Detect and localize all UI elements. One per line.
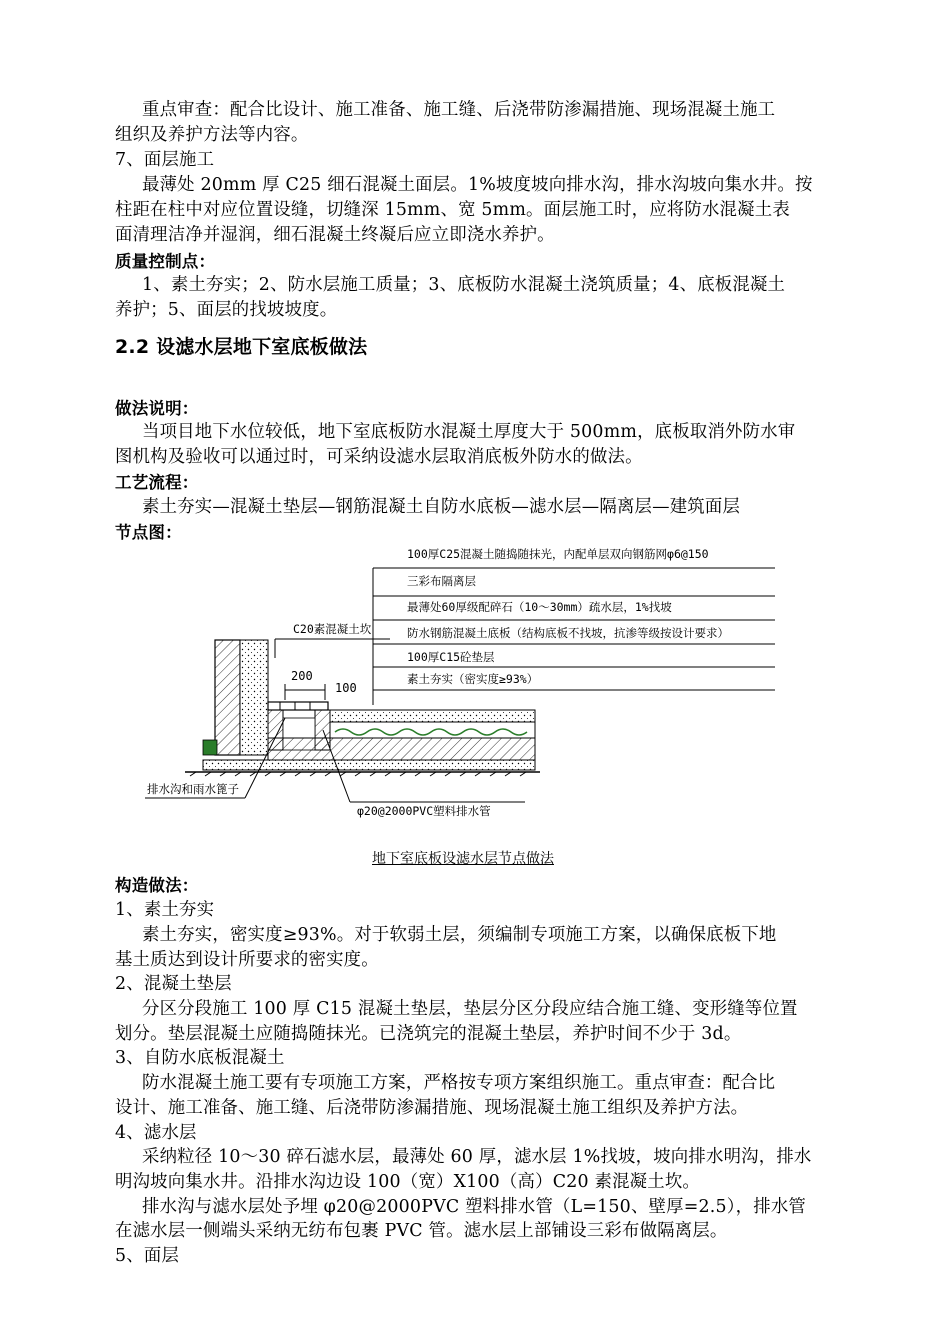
paragraph-line: 当项目地下水位较低，地下室底板防水混凝土厚度大于 500mm，底板取消外防水审: [142, 422, 796, 442]
layer-label: 素土夯实（密实度≥93%）: [407, 672, 539, 686]
paragraph-line: 柱距在柱中对应位置设缝，切缝深 15mm、宽 5mm。面层施工时，应将防水混凝土表: [115, 200, 790, 220]
list-heading: 7、面层施工: [115, 150, 215, 170]
layer-label: 100厚C25混凝土随捣随抹光，内配单层双向钢筋网φ6@150: [407, 547, 709, 561]
step-title: 5、面层: [115, 1246, 180, 1266]
process-text: 素土夯实—混凝土垫层—钢筋混凝土自防水底板—滤水层—隔离层—建筑面层: [142, 497, 741, 517]
layer-label: 100厚C15砼垫层: [407, 650, 495, 664]
step-title: 3、自防水底板混凝土: [115, 1048, 285, 1068]
retaining-wall: [203, 640, 268, 755]
paragraph-line: 重点审查：配合比设计、施工准备、施工缝、后浇带防渗漏措施、现场混凝土施工: [142, 100, 776, 120]
paragraph-line: 划分。垫层混凝土应随捣随抹光。已浇筑完的混凝土垫层，养护时间不少于 3d。: [115, 1024, 742, 1044]
dimension-200: 200: [291, 669, 313, 683]
method-label: 做法说明：: [115, 399, 199, 418]
paragraph-line: 采纳粒径 10～30 碎石滤水层，最薄处 60 厚，滤水层 1%找坡，坡向排水明沟，排水: [142, 1147, 812, 1167]
paragraph-line: 在滤水层一侧端头采纳无纺布包裹 PVC 管。滤水层上部铺设三彩布做隔离层。: [115, 1221, 728, 1241]
paragraph-line: 明沟坡向集水井。沿排水沟边设 100（宽）X100（高）C20 素混凝土坎。: [115, 1172, 701, 1192]
c20-curb-label: C20素混凝土坎: [293, 622, 372, 636]
dimension-100: 100: [335, 681, 357, 695]
paragraph-line: 养护；5、面层的找坡坡度。: [115, 300, 338, 320]
paragraph-line: 排水沟与滤水层处予埋 φ20@2000PVC 塑料排水管（L=150、壁厚=2.5），排水管: [142, 1197, 806, 1217]
process-label: 工艺流程：: [115, 473, 199, 492]
paragraph-line: 图机构及验收可以通过时，可采纳设滤水层取消底板外防水的做法。: [115, 447, 643, 467]
section-heading: 2.2 设滤水层地下室底板做法: [115, 336, 368, 358]
paragraph-line: 分区分段施工 100 厚 C15 混凝土垫层，垫层分区分段应结合施工缝、变形缝等位置: [142, 999, 798, 1019]
node-label: 节点图：: [115, 523, 182, 542]
figure-caption: 地下室底板设滤水层节点做法: [372, 851, 554, 867]
layer-label: 最薄处60厚级配碎石（10～30mm）疏水层，1%找坡: [407, 600, 672, 614]
layer-label: 三彩布隔离层: [407, 574, 476, 588]
step-title: 2、混凝土垫层: [115, 974, 232, 994]
paragraph-line: 面清理洁净并湿润，细石混凝土终凝后应立即浇水养护。: [115, 225, 555, 245]
drain-label: 排水沟和雨水篦子: [147, 782, 239, 796]
paragraph-line: 组织及养护方法等内容。: [115, 125, 309, 145]
pipe-label: φ20@2000PVC塑料排水管: [357, 804, 491, 818]
paragraph-line: 1、素土夯实；2、防水层施工质量；3、底板防水混凝土浇筑质量；4、底板混凝土: [142, 275, 786, 295]
paragraph-line: 设计、施工准备、施工缝、后浇带防渗漏措施、现场混凝土施工组织及养护方法。: [115, 1098, 749, 1118]
layer-label: 防水钢筋混凝土底板（结构底板不找坡，抗渗等级按设计要求）: [407, 626, 729, 640]
construction-label: 构造做法：: [115, 876, 199, 895]
paragraph-line: 防水混凝土施工要有专项施工方案，严格按专项方案组织施工。重点审查：配合比: [142, 1073, 776, 1093]
paragraph-line: 素土夯实，密实度≥93%。对于软弱土层，须编制专项施工方案，以确保底板下地: [142, 925, 777, 945]
node-detail-drawing: [145, 540, 845, 830]
quality-control-label: 质量控制点：: [115, 252, 216, 271]
step-title: 1、素土夯实: [115, 900, 215, 920]
paragraph-line: 最薄处 20mm 厚 C25 细石混凝土面层。1%坡度坡向排水沟，排水沟坡向集水井。按: [142, 175, 813, 195]
step-title: 4、滤水层: [115, 1123, 197, 1143]
paragraph-line: 基土质达到设计所要求的密实度。: [115, 950, 379, 970]
